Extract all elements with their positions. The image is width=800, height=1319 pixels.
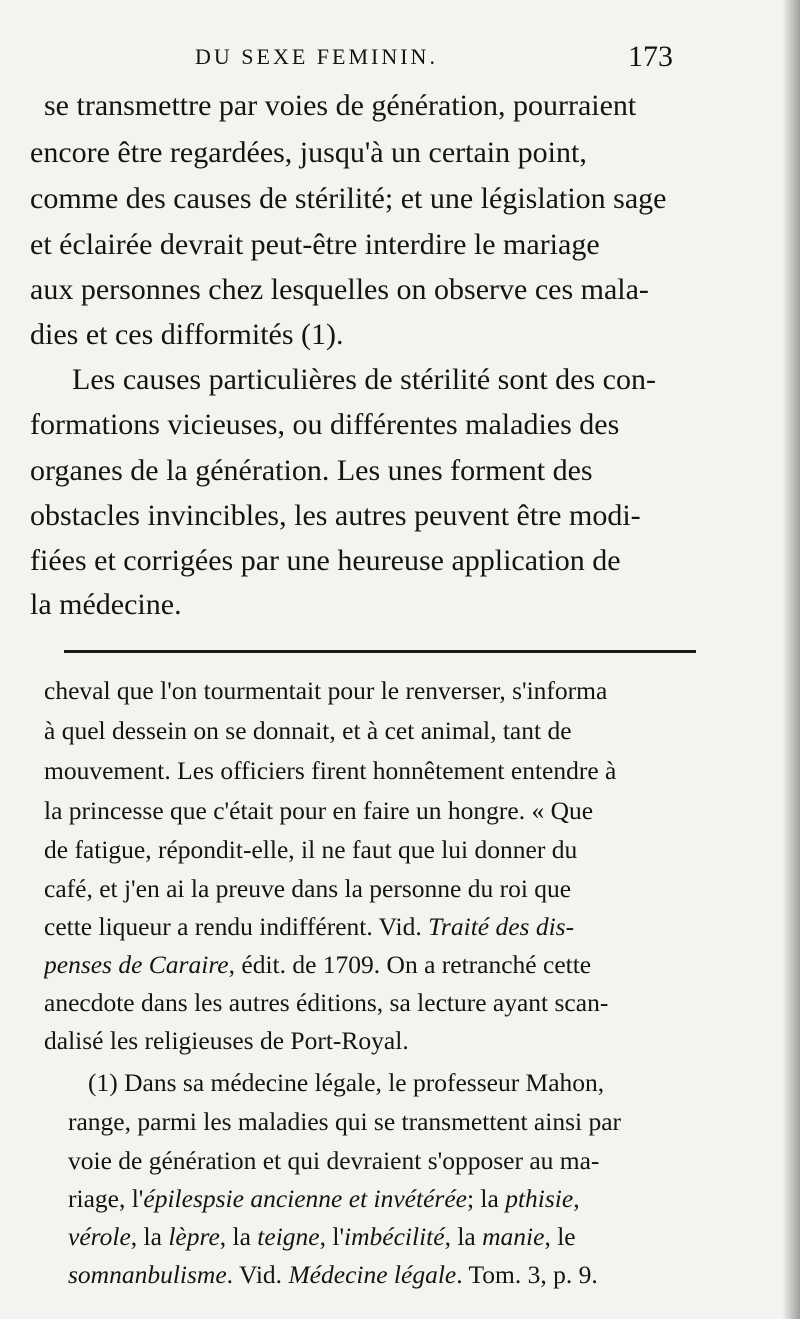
footnote-italic-title: Médecine légale <box>288 1260 457 1289</box>
main-line: aux personnes chez lesquelles on observe ces mala- <box>30 273 649 306</box>
main-line: se transmettre par voies de génération, pourraient <box>44 89 637 122</box>
footnote-line: de fatigue, répondit-elle, il ne faut que lui donner du <box>44 835 578 864</box>
footnote-line <box>44 908 574 946</box>
main-line: obstacles invincibles, les autres peuvent être modi- <box>30 499 641 532</box>
footnote-text: . Tom. 3, p. 9. <box>456 1260 598 1289</box>
running-title: DU SEXE FEMININ. <box>195 44 438 69</box>
main-line: formations vicieuses, ou différentes maladies des <box>30 408 620 441</box>
footnote-text: riage, l' <box>68 1184 144 1213</box>
footnote-italic-term: somnanbulisme <box>68 1260 227 1289</box>
footnote-1-line <box>68 1218 576 1256</box>
footnote-line <box>44 946 591 984</box>
main-line: et éclairée devrait peut-être interdire le mariage <box>30 228 600 261</box>
footnote-line: la princesse que c'était pour en faire un hongre. « Que <box>44 796 594 825</box>
footnote-text: cette liqueur a rendu indifférent. Vid. <box>44 912 429 941</box>
footnote-1-line: (1) Dans sa médecine légale, le professeur Mahon, <box>88 1068 605 1097</box>
footnote-text: , <box>573 1184 580 1213</box>
footnote-line: anecdote dans les autres éditions, sa lecture ayant scan- <box>44 988 609 1017</box>
footnote-italic-term: épilespsie ancienne et invétérée <box>143 1184 467 1213</box>
footnote-text: , édit. de 1709. On a retranché cette <box>228 950 592 979</box>
footnote-text: , la <box>444 1222 483 1251</box>
footnote-1-line: range, parmi les maladies qui se transmettent ainsi par <box>68 1107 622 1136</box>
footnote-text: ; la <box>466 1184 506 1213</box>
footnote-italic-term: lèpre <box>168 1222 220 1251</box>
footnote-line: dalisé les religieuses de Port-Royal. <box>44 1026 409 1055</box>
footnote-line: cheval que l'on tourmentait pour le renverser, s'informa <box>44 676 608 705</box>
main-line: fiées et corrigées par une heureuse application de <box>30 544 621 577</box>
footnote-text: , la <box>219 1222 258 1251</box>
footnote-italic-term: imbécilité <box>344 1222 445 1251</box>
main-line: comme des causes de stérilité; et une législation sage <box>30 182 667 215</box>
main-line: organes de la génération. Les unes forment des <box>30 454 593 487</box>
page-edge-shadow <box>782 0 800 1319</box>
footnote-italic-term: vérole <box>68 1222 131 1251</box>
footnote-italic-term: pthisie <box>505 1184 574 1213</box>
page-number: 173 <box>628 40 673 73</box>
page-header <box>0 40 800 80</box>
footnote-line: mouvement. Les officiers firent honnêtement entendre à <box>44 756 617 785</box>
footnote-text: , la <box>130 1222 169 1251</box>
footnote-italic-term: manie <box>482 1222 545 1251</box>
footnote-line: à quel dessein on se donnait, et à cet animal, tant de <box>44 716 572 745</box>
footnote-1-line: voie de génération et qui devraient s'opposer au ma- <box>68 1146 600 1175</box>
footnote-1-line <box>68 1180 580 1218</box>
footnote-italic-title: penses de Caraire <box>44 950 229 979</box>
footnote-1-line <box>68 1256 598 1294</box>
footnote-italic-term: teigne <box>257 1222 320 1251</box>
footnote-text: . Vid. <box>226 1260 289 1289</box>
main-line: Les causes particulières de stérilité sont des con- <box>72 363 656 396</box>
footnote-text: , l' <box>319 1222 345 1251</box>
footnote-text: , le <box>544 1222 576 1251</box>
footnote-line: café, et j'en ai la preuve dans la personne du roi que <box>44 874 572 903</box>
main-line: encore être regardées, jusqu'à un certain point, <box>30 136 587 169</box>
main-line: dies et ces difformités (1). <box>30 318 344 351</box>
main-line: la médecine. <box>30 588 182 621</box>
footnote-separator-rule <box>64 650 696 653</box>
footnote-italic-title: Traité des dis- <box>428 912 575 941</box>
